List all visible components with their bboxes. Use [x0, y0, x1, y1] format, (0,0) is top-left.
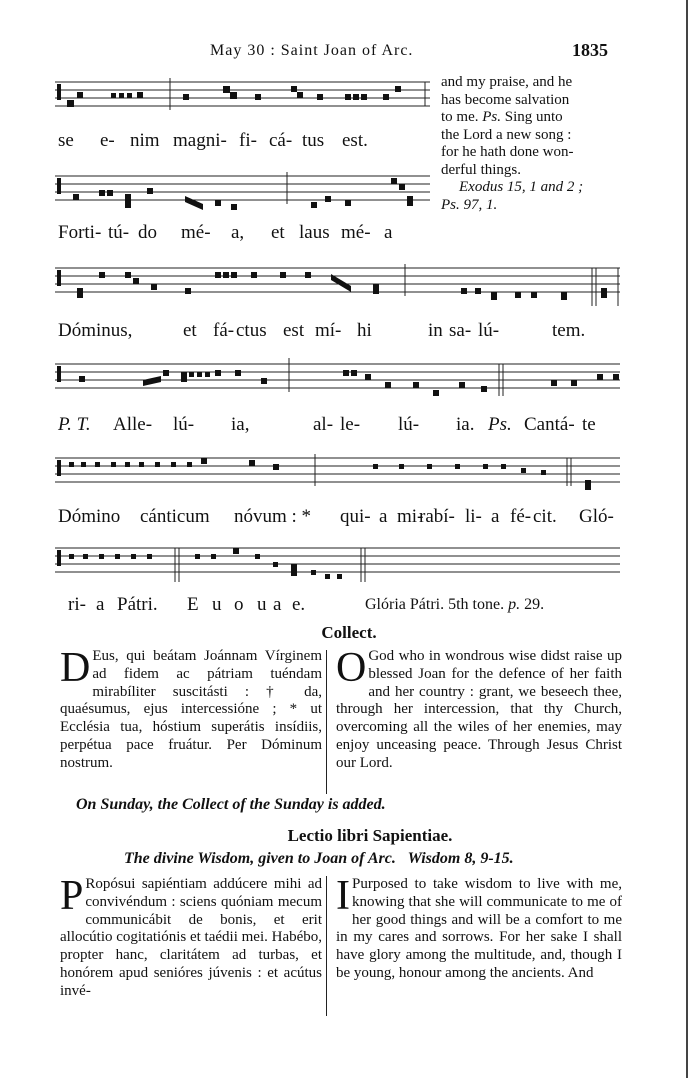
running-title: May 30 : Saint Joan of Arc.	[210, 42, 414, 59]
syllable: se	[58, 130, 74, 151]
syllable: lú-	[398, 414, 420, 435]
syllable: mí-	[315, 320, 342, 341]
page-number: 1835	[572, 40, 608, 60]
syllable: Dómino	[58, 506, 121, 527]
gloria-patri-reference	[365, 596, 544, 614]
syllable: mé-	[181, 222, 211, 243]
drop-capital: P	[60, 873, 84, 919]
syllable: ctus	[236, 320, 267, 341]
drop-capital: I	[336, 873, 350, 919]
syllable: te	[582, 414, 596, 435]
collect-heading: Collect.	[321, 623, 377, 642]
aside-line: for he hath done won-	[441, 144, 574, 160]
aside-line: and my praise, and he	[441, 74, 573, 90]
syllable: a	[379, 506, 388, 527]
syllable: a	[491, 506, 500, 527]
syllable: E	[187, 594, 199, 615]
syllable: est.	[342, 130, 368, 151]
syllable: et	[183, 320, 197, 341]
column-divider	[326, 650, 327, 794]
syllable: cá-	[269, 130, 293, 151]
aside-line: derful things.	[441, 161, 521, 178]
aside-line: has become salvation	[441, 91, 570, 108]
syllable: fi-	[239, 130, 257, 151]
drop-capital: D	[60, 645, 91, 691]
syllable: Alle-	[113, 414, 153, 435]
sunday-rubric: On Sunday, the Collect of the Sunday is added.	[76, 796, 386, 813]
syllable: cit.	[533, 506, 557, 527]
syllable: sa-	[449, 320, 472, 341]
syllable: o	[234, 594, 244, 615]
aside-line: the Lord a new song :	[441, 126, 572, 143]
lectio-english-text: Purposed to take wisdom to live with me, knowing that she will communicate to me of her good things and will be a comfort to me in my cares and sorrows. For her sake I shall have glory among the multitude, and, though I be young, honour among the ancients. And	[336, 876, 622, 981]
collect-latin-text: Eus, qui beátam Joánnam Vírginem ad fidem ac pátriam tuéndam mirabíliter suscitásti : † da, quaésumus, ejus intercessióne ; * ut Ecclésia tua, hóstium superátis insídiis, perpétua pace fruátur. Per Dóminum nostrum.	[60, 648, 322, 771]
syllable: est	[283, 320, 305, 341]
syllable: fé-	[510, 506, 532, 527]
gloria-page-prefix: p.	[508, 596, 521, 613]
lectio-subtitle: The divine Wisdom, given to Joan of Arc.	[124, 850, 396, 867]
chant-staff-6	[55, 542, 620, 602]
syllable: Forti-	[58, 222, 102, 243]
syllable: rabí-	[419, 506, 455, 527]
syllable: u	[257, 594, 267, 615]
syllable: tus	[302, 130, 325, 151]
syllable: cánticum	[140, 506, 210, 527]
aside-line: Sing unto	[504, 109, 563, 125]
gloria-page: 29.	[524, 596, 545, 613]
lectio-latin-text: Ropósui sapiéntiam addúcere mihi ad convivéndum : sciens quóniam mecum communicábit de bonis, et erit allocútio cogitatiónis et taédii mei. Habébo, propter hanc, claritátem ad turbas, et honórem apud senióres júvenis : et acútus invé-	[60, 876, 323, 999]
lectio-subtitle-line	[124, 850, 514, 868]
syllable: P. T.	[58, 414, 91, 435]
syllable: tú-	[108, 222, 130, 243]
syllable: in	[428, 320, 443, 341]
syllable: mé-	[341, 222, 371, 243]
syllable: mi-	[397, 506, 424, 527]
chant-staff-5	[55, 452, 620, 512]
page-edge	[686, 0, 688, 1078]
syllable: al-	[313, 414, 334, 435]
syllable: Dóminus,	[58, 320, 133, 341]
lectio-latin	[60, 873, 323, 1001]
collect-english	[336, 645, 622, 773]
aside-ps: Ps.	[482, 109, 501, 125]
syllable: e-	[100, 130, 115, 151]
syllable: ia.	[456, 414, 475, 435]
gloria-text: Glória Pátri. 5th tone.	[365, 596, 505, 613]
syllable: laus	[299, 222, 330, 243]
syllable: a	[96, 594, 105, 615]
syllable: ri-	[68, 594, 86, 615]
syllable: Gló-	[579, 506, 614, 527]
chant-staff-4	[55, 356, 620, 416]
lectio-english	[336, 873, 622, 983]
aside-reference: Ps. 97, 1.	[441, 196, 498, 213]
lectio-heading: Lectio libri Sapientiae.	[287, 826, 453, 845]
syllable: lú-	[478, 320, 500, 341]
syllable: e.	[292, 594, 306, 615]
collect-english-text: God who in wondrous wise didst raise up blessed Joan for the defence of her faith and her country : grant, we beseech thee, through her intercession, that thy Church, overcoming all the wiles of her enemies, may enjoy unceasing peace. Through Jesus Christ our Lord.	[336, 648, 622, 771]
page-header	[0, 38, 698, 62]
lectio-reference: Wisdom 8, 9-15.	[407, 850, 514, 867]
chant-staff-3	[55, 262, 620, 322]
column-divider	[326, 876, 327, 1016]
syllable: tem.	[552, 320, 586, 341]
collect-latin	[60, 645, 322, 773]
syllable: do	[138, 222, 157, 243]
chant-staff-2	[55, 168, 620, 228]
drop-capital: O	[336, 645, 367, 691]
syllable: hi	[357, 320, 372, 341]
aside-line: to me.	[441, 109, 479, 125]
syllable: le-	[340, 414, 361, 435]
syllable: u	[212, 594, 222, 615]
syllable: qui-	[340, 506, 371, 527]
aside-reference: Exodus 15, 1 and 2 ;	[459, 179, 584, 195]
syllable: fá-	[213, 320, 235, 341]
syllable: a	[384, 222, 393, 243]
syllable: lú-	[173, 414, 195, 435]
syllable: nim	[130, 130, 160, 151]
syllable: magni-	[173, 130, 227, 151]
syllable: a,	[231, 222, 245, 243]
syllable: nóvum : *	[234, 506, 312, 527]
syllable: a	[273, 594, 282, 615]
syllable: Pátri.	[117, 594, 158, 615]
syllable: Cantá-	[524, 414, 575, 435]
syllable: et	[271, 222, 285, 243]
syllable: ia,	[231, 414, 250, 435]
syllable: li-	[465, 506, 482, 527]
syllable: Ps.	[488, 414, 512, 435]
